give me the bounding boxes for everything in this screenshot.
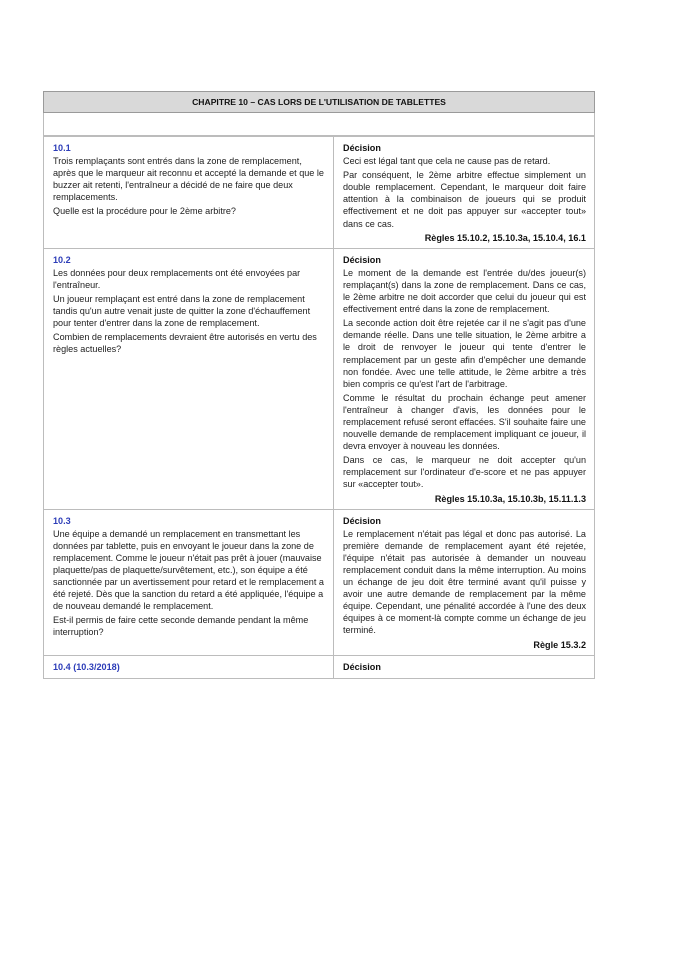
decision-paragraph: La seconde action doit être rejetée car il ne s'agit pas d'une demande réelle. Dans une telle situation, le 2ème arbitre a le droit de renvoyer le joueur qui tente d'entrer le remplacement par un geste afin d'empêcher une demande non fondée. Avec une telle attitude, le 2ème arbitre a très bien compris ce qu'est l'art de l'arbitrage. <box>343 318 586 389</box>
case-question-cell <box>44 655 334 678</box>
case-number: 10.4 (10.3/2018) <box>53 661 120 672</box>
case-question-cell <box>44 248 334 509</box>
blank-row <box>43 113 595 136</box>
question-paragraph: Trois remplaçants sont entrés dans la zone de remplacement, après que le marqueur ait reconnu et accepté la demande et que le buzzer ait retenti, l'entraîneur a décidé de ne faire que deux remplacements. <box>53 156 324 203</box>
case-number: 10.3 <box>53 515 71 526</box>
decision-paragraph: Ceci est légal tant que cela ne cause pas de retard. <box>343 156 551 167</box>
decision-paragraph: Comme le résultat du prochain échange peut amener l'entraîneur à changer d'avis, les données pour le remplacement refusé seront effacées. S'il souhaite faire une nouvelle demande de remplacement impliquant ce joueur, il devra envoyer à nouveau les données. <box>343 392 586 452</box>
case-question-cell <box>44 509 334 655</box>
question-paragraph: Une équipe a demandé un remplacement en transmettant les données par tablette, puis en envoyant le joueur dans la zone de remplacement. Comme le joueur n'était pas prêt à jouer (mauvaise plaquette/pas de plaquette/survêtement, etc.), son équipe a été sanctionnée par un avertissement pour retard et le remplacement a été rejeté. Dès que la sanction du retard a été appliquée, l'équipe a de nouveau demandé le remplacement. <box>53 528 324 612</box>
decision-heading: Décision <box>343 143 381 153</box>
case-row <box>44 655 595 678</box>
case-row <box>44 137 595 249</box>
decision-paragraph: Dans ce cas, le marqueur ne doit accepter qu'un remplacement sur l'ordinateur d'e-score et ne pas appuyer sur «accepter tout». <box>343 455 586 490</box>
decision-heading: Décision <box>343 661 381 672</box>
case-number: 10.1 <box>53 143 71 153</box>
question-paragraph: Est-il permis de faire cette seconde demande pendant la même interruption? <box>53 615 309 638</box>
question-paragraph: Quelle est la procédure pour le 2ème arbitre? <box>53 206 236 217</box>
case-decision-cell <box>334 655 595 678</box>
rule-reference: Règles 15.10.2, 15.10.3a, 15.10.4, 16.1 <box>424 232 586 243</box>
question-paragraph: Combien de remplacements devraient être autorisés en vertu des règles actuelles? <box>53 332 317 355</box>
decision-heading: Décision <box>343 515 381 526</box>
case-decision-cell <box>334 248 595 509</box>
case-row <box>44 509 595 655</box>
case-decision-cell <box>334 137 595 249</box>
decision-paragraph: Par conséquent, le 2ème arbitre effectue simplement un double remplacement. Cependant, le marqueur doit faire attention à la combinaison de joueurs qui se produit effectivement et ne doit pas appuyer sur «accepter tout» dans ce cas. <box>343 170 586 229</box>
decision-paragraph: Le remplacement n'était pas légal et donc pas autorisé. La première demande de remplacement ayant été rejetée, l'équipe n'était pas autorisée à demander un nouveau remplacement conduit dans la même interruption. Au moins un échange de jeu doit être terminé avant qu'il puisse y avoir une autre demande de remplacement par la même équipe. Cependant, une pénalité accordée à l'une des deux équipes à ce moment-là compte comme un échange de jeu terminé. <box>343 528 586 636</box>
question-paragraph: Un joueur remplaçant est entré dans la zone de remplacement tandis qu'un autre venait juste de quitter la zone d'échauffement pour tenter d'entrer dans la zone de remplacement. <box>53 294 311 329</box>
question-paragraph: Les données pour deux remplacements ont été envoyées par l'entraîneur. <box>53 267 301 290</box>
chapter-title: CHAPITRE 10 – CAS LORS DE L'UTILISATION DE TABLETTES <box>43 91 595 113</box>
case-number: 10.2 <box>53 254 71 265</box>
decision-paragraph: Le moment de la demande est l'entrée du/des joueur(s) remplaçant(s) dans la zone de remplacement. Dans ce cas, le 2ème arbitre ne doit accorder que celui du joueur qui est effectivement entré dans la zone de remplacement. <box>343 267 586 315</box>
rule-reference: Règles 15.10.3a, 15.10.3b, 15.11.1.3 <box>434 493 586 504</box>
rule-reference: Règle 15.3.2 <box>533 639 586 650</box>
case-row <box>44 248 595 509</box>
case-decision-cell <box>334 509 595 655</box>
cases-table <box>43 136 595 679</box>
case-question-cell <box>44 137 334 249</box>
decision-heading: Décision <box>343 254 381 265</box>
